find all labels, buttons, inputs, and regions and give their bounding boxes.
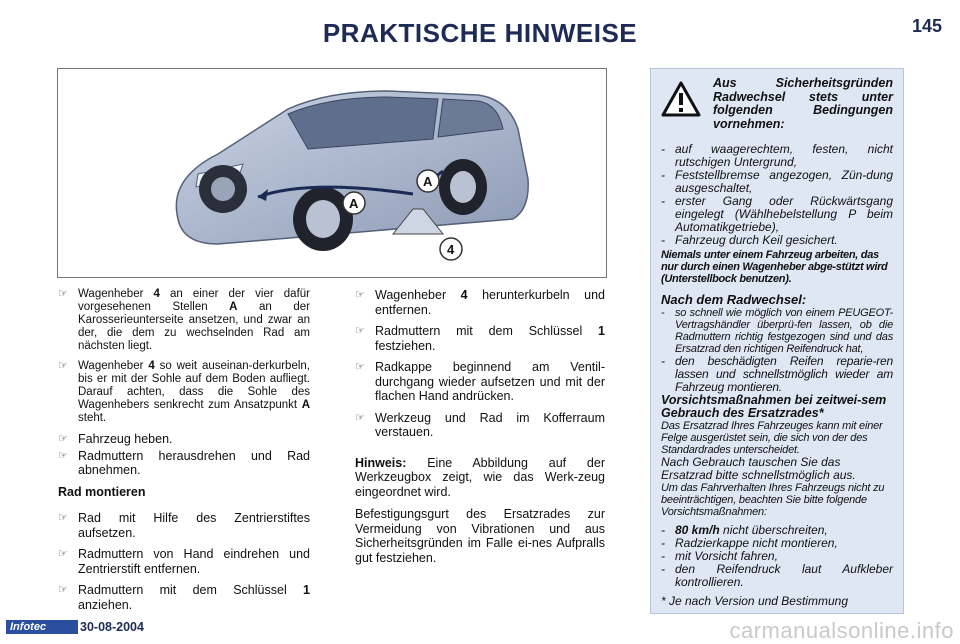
print-date: 30-08-2004 [80, 620, 144, 634]
dash: - [661, 233, 665, 247]
footnote: * Je nach Version und Bestimmung [661, 594, 848, 608]
list-item [661, 563, 893, 589]
text: so weit auseinan-derkurbeln, bis er mit der Sohle auf dem Boden aufliegt. Darauf achten, dass die Sohle des Wagenhebers senkrecht zum Ansatzpunkt [78, 360, 310, 411]
rear-rim [450, 171, 476, 203]
dash: - [661, 142, 665, 156]
text: an einer der vier dafür vorgesehenen Stellen [78, 288, 310, 313]
hand-pointer-icon: ☞ [58, 449, 68, 462]
hand-pointer-icon: ☞ [355, 289, 365, 301]
list-item-text [78, 360, 310, 425]
watermark: carmanualsonline.info [729, 618, 954, 643]
list-item [355, 288, 605, 317]
after-change-list [661, 307, 893, 394]
ref: A [229, 301, 238, 313]
text: herunterkurbeln und entfernen. [375, 288, 605, 317]
warning-header [661, 77, 893, 131]
ref: 1 [598, 324, 605, 338]
list-item [58, 432, 310, 447]
ref: A [301, 399, 310, 411]
hand-pointer-icon: ☞ [58, 433, 68, 445]
text: nicht überschreiten, [719, 523, 828, 537]
dash: - [661, 307, 665, 319]
ref: 1 [303, 583, 310, 597]
dash: - [661, 536, 665, 550]
list-item [661, 234, 893, 247]
spare-wheel-list [661, 524, 893, 589]
conditions-list [661, 143, 893, 247]
hint-label: Hinweis: [355, 455, 407, 470]
hint-text: Eine Abbildung auf der Werkzeugbox zeigt, wie das Werk-zeug eingeordnet wird. [355, 455, 605, 499]
list-item-text: Radmuttern von Hand eindrehen und Zentrierstift entfernen. [78, 547, 310, 576]
car-wheel-change-illustration [57, 68, 607, 278]
list-item-text [375, 324, 605, 353]
callout-4-label: 4 [447, 242, 455, 257]
dash: - [661, 523, 665, 537]
list-item-text: Feststellbremse angezogen, Zün-dung ausgeschaltet, [675, 168, 893, 195]
text: Wagenheber [78, 288, 154, 300]
text: Radmuttern mit dem Schlüssel [375, 324, 599, 338]
hand-pointer-icon: ☞ [58, 288, 68, 300]
after-change-heading: Nach dem Radwechsel: [661, 292, 807, 307]
hand-pointer-icon: ☞ [58, 584, 68, 596]
list-item [661, 143, 893, 169]
list-item-text: erster Gang oder Rückwärtsgang eingelegt (Wählhebelstellung P beim Automatikgetriebe), [675, 194, 893, 234]
instructions-column-1 [58, 288, 310, 619]
page-number: 145 [911, 16, 942, 36]
hand-pointer-icon: ☞ [58, 512, 68, 524]
dash: - [661, 194, 665, 208]
instructions-column-2 [355, 288, 605, 573]
list-item [58, 288, 310, 353]
callout-a-front-label: A [349, 196, 359, 211]
list-item [58, 511, 310, 540]
list-item [661, 355, 893, 394]
ref: 4 [153, 288, 160, 300]
hand-pointer-icon: ☞ [355, 361, 365, 373]
page-title: PRAKTISCHE HINWEISE [322, 18, 638, 48]
spare-wheel-text-3: Um das Fahrverhalten Ihres Fahrzeugs nicht zu beeinträchtigen, beachten Sie bitte folgende Vorsichtsmaßnahmen: [661, 482, 885, 518]
text: Radmuttern mit dem Schlüssel [78, 583, 304, 597]
strap-paragraph: Befestigungsgurt des Ersatzrades zur Vermeidung von Vibrationen und aus Sicherheitsgründen im Falle ei-nes Aufpralls gut festziehen. [355, 507, 605, 565]
list-item-text: Rad mit Hilfe des Zentrierstiftes aufsetzen. [78, 511, 310, 540]
safety-note-box [650, 68, 904, 614]
list-item-text [375, 288, 605, 317]
list-item [661, 195, 893, 234]
warning-triangle-icon [661, 81, 713, 120]
jack-warning: Niemals unter einem Fahrzeug arbeiten, das nur durch einen Wagenheber abge-stützt wird (Unterstellbock benutzen). [661, 249, 888, 285]
list-item [58, 583, 310, 612]
car-drawing [58, 69, 607, 278]
text: Wagenheber [78, 360, 149, 372]
list-item [58, 449, 310, 478]
list-item-text [78, 288, 310, 353]
list-item-text: den Reifendruck laut Aufkleber kontrollieren. [675, 562, 893, 589]
list-item [58, 360, 310, 425]
spare-wheel-heading: Vorsichtsmaßnahmen bei zeitwei-sem Gebrauch des Ersatzrades* [661, 393, 887, 420]
list-item-text [78, 583, 310, 612]
list-item-text: Fahrzeug durch Keil gesichert. [675, 233, 838, 247]
hub-center [211, 177, 235, 201]
list-item [355, 360, 605, 404]
hand-pointer-icon: ☞ [58, 548, 68, 560]
list-item-text: Radzierkappe nicht montieren, [675, 536, 838, 550]
hint-paragraph [355, 456, 605, 500]
list-item-text: so schnell wie möglich von einem PEUGEOT-Vertragshändler überprü-fen lassen, ob die Radmuttern richtig festgezogen sind und das Ersatzrad den richtigen Reifendruck hat, [675, 307, 893, 355]
list-item [661, 307, 893, 355]
dash: - [661, 562, 665, 576]
warning-heading: Aus Sicherheitsgründen Radwechsel stets unter folgenden Bedingungen vornehmen: [713, 76, 893, 131]
callout-a-rear-label: A [423, 174, 433, 189]
speed-limit: 80 km/h [675, 523, 720, 537]
list-item [355, 411, 605, 440]
list-item-text: den beschädigten Reifen reparie-ren lassen und schnellstmöglich wieder am Fahrzeug montieren. [675, 354, 893, 394]
text: an der Karosserieunterseite ansetzen, und zwar an der, die dem zu wechselnden Rad am nächsten liegt. [78, 301, 310, 352]
spare-wheel-text-2: Nach Gebrauch tauschen Sie das Ersatzrad bitte schnellstmöglich aus. [661, 455, 856, 482]
list-item [58, 547, 310, 576]
dash: - [661, 168, 665, 182]
text: steht. [78, 412, 107, 424]
list-item-text: Fahrzeug heben. [78, 432, 173, 446]
text: Wagenheber [375, 288, 461, 302]
text: anziehen. [78, 597, 133, 612]
list-item [661, 169, 893, 195]
section-heading: Rad montieren [58, 484, 146, 499]
list-item-text: Radkappe beginnend am Ventil-durchgang wieder aufsetzen und mit der flachen Hand andrücken. [375, 360, 605, 403]
dash: - [661, 549, 665, 563]
ref: 4 [148, 360, 155, 372]
dash: - [661, 354, 665, 368]
ref: 4 [460, 288, 468, 302]
spare-wheel-text: Das Ersatzrad Ihres Fahrzeuges kann mit einer Felge ausgerüstet sein, die sich von der des Standardrades unterscheidet. [661, 420, 883, 456]
list-item-text: auf waagerechtem, festen, nicht rutschigen Untergrund, [675, 142, 893, 169]
hand-pointer-icon: ☞ [58, 360, 68, 372]
hand-pointer-icon: ☞ [355, 325, 365, 337]
list-item-text: Radmuttern herausdrehen und Rad abnehmen. [78, 448, 310, 477]
list-item-text: Werkzeug und Rad im Kofferraum verstauen. [375, 410, 605, 439]
hand-pointer-icon: ☞ [355, 411, 365, 424]
list-item-text: mit Vorsicht fahren, [675, 549, 778, 563]
text: festziehen. [375, 338, 436, 353]
list-item [355, 324, 605, 353]
infotec-logo: Infotec [6, 620, 78, 634]
front-rim [306, 200, 340, 238]
